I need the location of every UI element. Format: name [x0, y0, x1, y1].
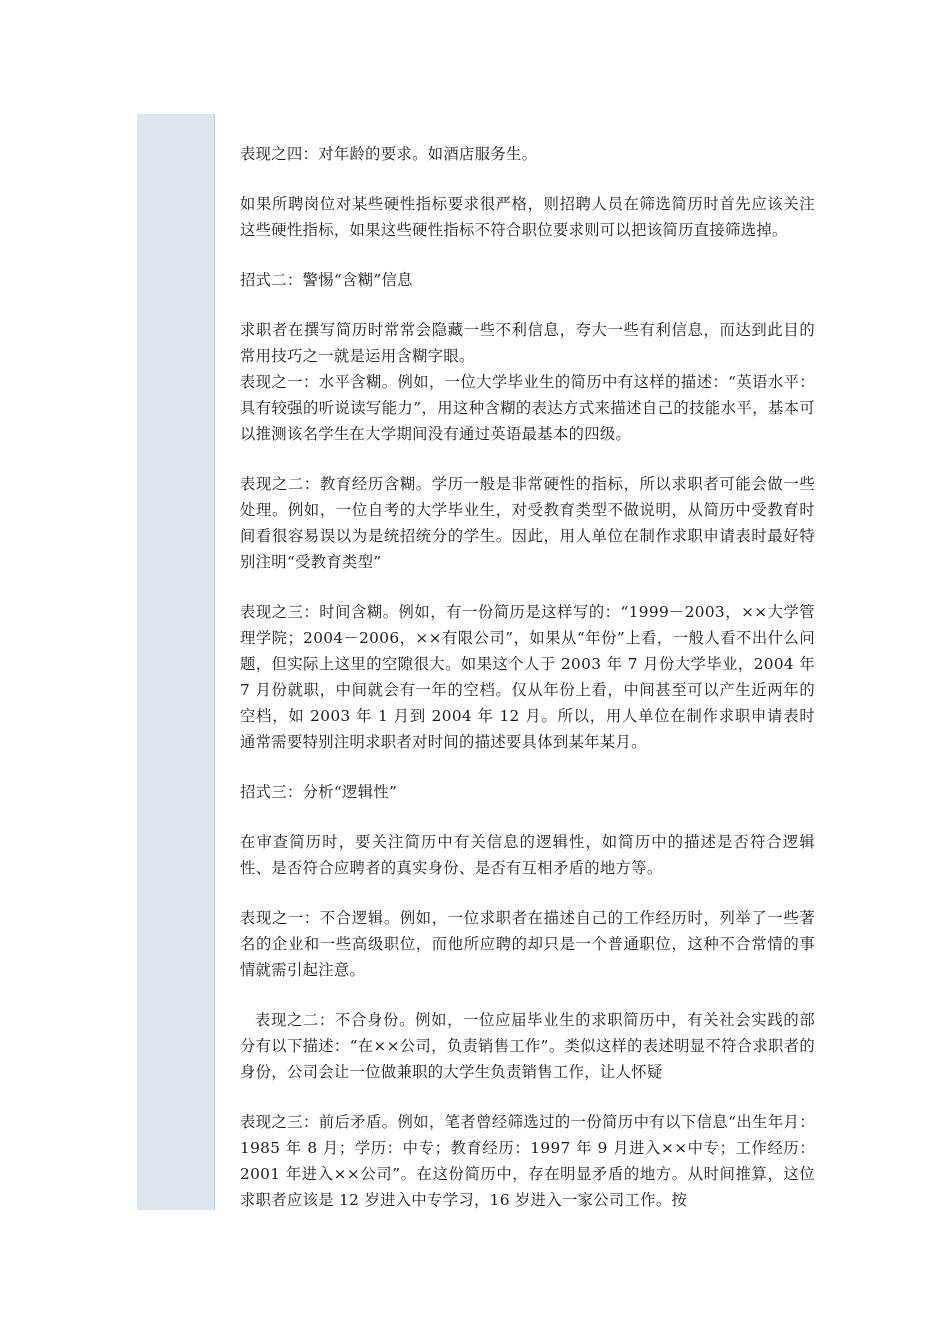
- paragraph: 求职者在撰写简历时常常会隐藏一些不利信息，夸大一些有利信息，而达到此目的常用技巧之一就是运用含糊字眼。: [240, 321, 815, 365]
- paragraph: 表现之二：教育经历含糊。学历一般是非常硬性的指标，所以求职者可能会做一些处理。例如，一位自考的大学毕业生，对受教育类型不做说明，从简历中受教育时间看很容易误以为是统招统分的学生。因此，用人单位在制作求职申请表时最好特别注明“受教育类型”: [240, 475, 815, 571]
- left-margin-bar: [137, 114, 215, 1210]
- paragraph: 表现之一：不合逻辑。例如，一位求职者在描述自己的工作经历时，列举了一些著名的企业和一些高级职位，而他所应聘的却只是一个普通职位，这种不合常情的事情就需引起注意。: [240, 909, 815, 979]
- paragraph: 在审查简历时，要关注简历中有关信息的逻辑性，如简历中的描述是否符合逻辑性、是否符合应聘者的真实身份、是否有互相矛盾的地方等。: [240, 833, 815, 877]
- paragraph: 表现之三：前后矛盾。例如，笔者曾经筛选过的一份简历中有以下信息“出生年月：1985 年 8 月；学历：中专；教育经历：1997 年 9 月进入××中专；工作经历：2001 年进入××公司”。在这份简历中，存在明显矛盾的地方。从时间推算，这位求职者应该是 12 岁进入中专学习，16 岁进入一家公司工作。按: [240, 1113, 815, 1209]
- section-heading: 招式二：警惕“含糊”信息: [240, 271, 413, 289]
- paragraph: 表现之三：时间含糊。例如，有一份简历是这样写的：“1999－2003，××大学管理学院；2004－2006，××有限公司”，如果从“年份”上看，一般人看不出什么问题，但实际上这里的空隙很大。如果这个人于 2003 年 7 月份大学毕业，2004 年 7 月份就职，中间就会有一年的空档。仅从年份上看，中间甚至可以产生近两年的空档，如 2003 年 1 月到 2004 年 12 月。所以，用人单位在制作求职申请表时通常需要特别注明求职者对时间的描述要具体到某年某月。: [240, 603, 815, 751]
- paragraph: 表现之二：不合身份。例如，一位应届毕业生的求职简历中，有关社会实践的部分有以下描述：“在××公司，负责销售工作”。类似这样的表述明显不符合求职者的身份，公司会让一位做兼职的大学生负责销售工作，让人怀疑: [240, 1011, 815, 1081]
- paragraph: 表现之一：水平含糊。例如，一位大学毕业生的简历中有这样的描述：“英语水平：具有较强的听说读写能力”，用这种含糊的表达方式来描述自己的技能水平，基本可以推测该名学生在大学期间没有通过英语最基本的四级。: [240, 373, 815, 443]
- document-body: [240, 141, 815, 1237]
- paragraph: 如果所聘岗位对某些硬性指标要求很严格，则招聘人员在筛选简历时首先应该关注这些硬性指标，如果这些硬性指标不符合职位要求则可以把该简历直接筛选掉。: [240, 195, 815, 239]
- paragraph: 表现之四：对年龄的要求。如酒店服务生。: [240, 145, 538, 163]
- section-heading: 招式三：分析“逻辑性”: [240, 783, 398, 801]
